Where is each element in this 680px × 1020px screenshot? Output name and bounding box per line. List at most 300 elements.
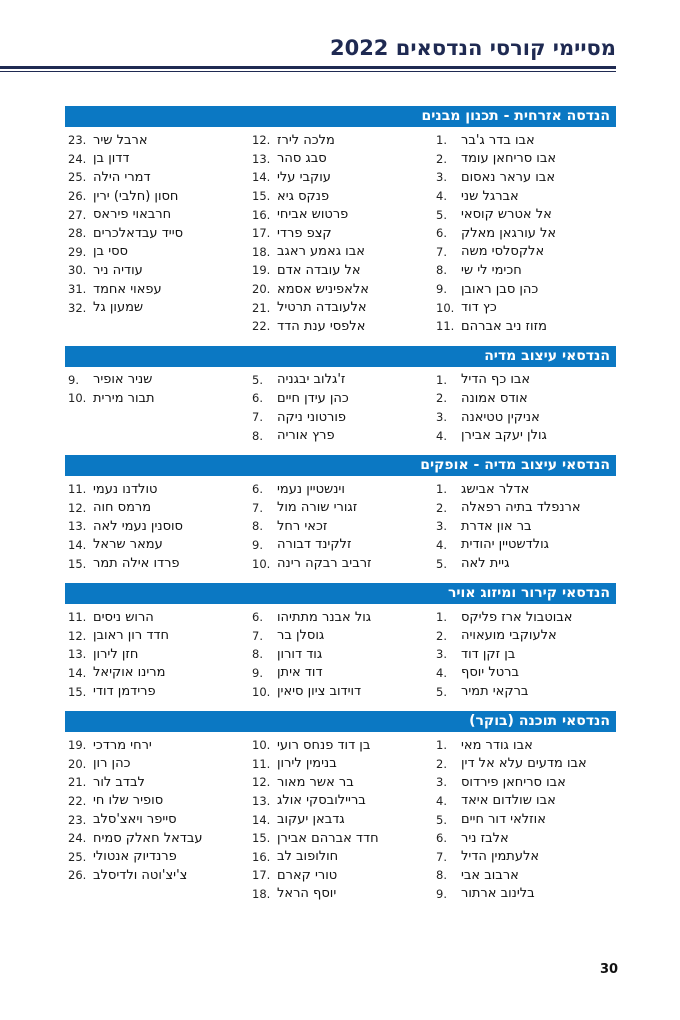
graduate-name: דוידוב ציון סיאין (277, 684, 362, 700)
list-item (68, 298, 248, 317)
item-number: 15. (252, 831, 271, 846)
name-column (436, 371, 616, 445)
list-item (252, 243, 432, 262)
graduate-name: זכאי רחל (277, 518, 328, 534)
list-item (252, 261, 432, 280)
item-number: 27. (68, 207, 87, 222)
graduate-name: שניר אופיר (93, 372, 153, 388)
item-number: 13. (68, 519, 87, 534)
list-item (252, 773, 432, 792)
graduate-name: טולדנו נעמי (93, 481, 158, 497)
graduate-name: אדלר אבישג (461, 481, 530, 497)
item-number: 26. (68, 868, 87, 883)
item-number: 13. (252, 151, 271, 166)
section-header: הנדסאי עיצוב מדיה (65, 346, 616, 367)
section (65, 583, 616, 701)
item-number: 11. (68, 482, 87, 497)
item-number: 22. (68, 793, 87, 808)
graduate-name: חסון (חלבי) ירין (93, 188, 179, 204)
graduate-name: פורטוני ניקה (277, 409, 347, 425)
list-item (68, 810, 248, 829)
item-number: 7. (252, 628, 263, 643)
graduate-name: פרנדיוק אנטולי (93, 849, 177, 865)
item-number: 10. (252, 684, 271, 699)
item-number: 20. (68, 756, 87, 771)
item-number: 5. (436, 812, 447, 827)
list-item (252, 608, 432, 627)
list-item (68, 792, 248, 811)
item-number: 25. (68, 170, 87, 185)
item-number: 18. (252, 244, 271, 259)
list-item (68, 205, 248, 224)
graduate-name: חזן לירון (93, 646, 139, 662)
graduate-name: מרינו אוקיאל (93, 665, 166, 681)
list-item (68, 150, 248, 169)
item-number: 4. (436, 189, 447, 204)
item-number: 11. (68, 610, 87, 625)
graduate-name: סייפר ויאצ'סלב (93, 812, 177, 828)
graduate-name: בן זקן דוד (461, 646, 516, 662)
title-rule (0, 66, 616, 69)
item-number: 3. (436, 170, 447, 185)
item-number: 10. (436, 300, 455, 315)
graduate-name: אברגל שני (461, 188, 519, 204)
list-item (436, 150, 616, 169)
item-number: 8. (436, 263, 447, 278)
item-number: 15. (68, 684, 87, 699)
item-number: 9. (68, 372, 79, 387)
list-item (68, 554, 248, 573)
list-item (68, 499, 248, 518)
list-item (436, 554, 616, 573)
item-number: 16. (252, 207, 271, 222)
list-item (252, 224, 432, 243)
item-number: 7. (252, 410, 263, 425)
list-item (252, 554, 432, 573)
item-number: 28. (68, 226, 87, 241)
graduate-name: סבג סהר (277, 151, 327, 167)
graduate-name: כהן רון (93, 756, 131, 772)
list-item (436, 736, 616, 755)
list-item (68, 480, 248, 499)
list-item (436, 280, 616, 299)
item-number: 4. (436, 537, 447, 552)
list-item (436, 317, 616, 336)
name-column (436, 608, 616, 701)
graduate-name: אבו גאמע ראגב (277, 244, 365, 260)
item-number: 2. (436, 151, 447, 166)
item-number: 9. (436, 282, 447, 297)
name-columns (65, 604, 616, 701)
list-item (252, 205, 432, 224)
item-number: 6. (436, 226, 447, 241)
graduate-name: טורי קארם (277, 867, 338, 883)
item-number: 8. (252, 647, 263, 662)
item-number: 7. (252, 500, 263, 515)
item-number: 12. (252, 133, 271, 148)
item-number: 5. (252, 372, 263, 387)
item-number: 14. (68, 665, 87, 680)
list-item (68, 371, 248, 390)
item-number: 10. (68, 391, 87, 406)
graduate-name: בר אשר מאור (277, 774, 354, 790)
item-number: 31. (68, 282, 87, 297)
graduate-name: עודיה ניר (93, 262, 143, 278)
title-rule-thin (0, 71, 616, 72)
graduate-name: בנימין לירון (277, 756, 337, 772)
item-number: 12. (68, 628, 87, 643)
graduate-name: אוזלאי דור חיים (461, 812, 546, 828)
graduate-name: פנקס גיא (277, 188, 330, 204)
list-item (436, 664, 616, 683)
graduate-name: הרוש ניסים (93, 609, 154, 625)
list-item (68, 866, 248, 885)
item-number: 5. (436, 684, 447, 699)
list-item (252, 829, 432, 848)
graduate-name: גוסלן בר (277, 628, 325, 644)
graduate-name: ברטל יוסף (461, 665, 520, 681)
list-item (252, 682, 432, 701)
list-item (252, 280, 432, 299)
graduate-name: גדבאן יעקוב (277, 812, 345, 828)
list-item (252, 754, 432, 773)
graduate-name: ססי בן (93, 244, 128, 260)
graduate-name: בר און אדרת (461, 518, 532, 534)
graduate-name: לבדב לור (93, 774, 145, 790)
list-item (436, 792, 616, 811)
list-item (436, 847, 616, 866)
graduate-name: אבו מדעים עלא אל דין (461, 756, 587, 772)
graduate-name: חדד רון ראובן (93, 628, 170, 644)
item-number: 8. (436, 868, 447, 883)
graduate-sections (65, 106, 616, 913)
item-number: 9. (252, 537, 263, 552)
list-item (68, 829, 248, 848)
list-item (252, 499, 432, 518)
graduate-name: סופיר שלו חי (93, 793, 164, 809)
list-item (68, 608, 248, 627)
name-column (68, 131, 248, 336)
item-number: 19. (68, 738, 87, 753)
name-columns (65, 732, 616, 903)
item-number: 6. (252, 391, 263, 406)
graduate-name: אלפסי ענת הדד (277, 318, 366, 334)
graduate-name: מרמס חוה (93, 500, 152, 516)
graduate-name: אלאפיניש אסמא (277, 281, 369, 297)
name-columns (65, 476, 616, 573)
list-item (436, 682, 616, 701)
item-number: 21. (68, 775, 87, 790)
list-item (68, 773, 248, 792)
graduate-name: קצפ פרדי (277, 225, 332, 241)
item-number: 22. (252, 319, 271, 334)
list-item (252, 317, 432, 336)
graduate-name: אל עובדה אדם (277, 262, 361, 278)
item-number: 14. (252, 170, 271, 185)
item-number: 8. (252, 428, 263, 443)
list-item (436, 131, 616, 150)
graduate-name: ארנפלד בתיה רפאלה (461, 500, 581, 516)
graduate-name: גיית לאה (461, 556, 510, 572)
item-number: 15. (252, 189, 271, 204)
list-item (68, 754, 248, 773)
graduate-name: אלעוקבי מועאויה (461, 628, 557, 644)
name-columns (65, 127, 616, 336)
item-number: 14. (252, 812, 271, 827)
graduate-name: כהן עידן חיים (277, 390, 349, 406)
item-number: 5. (436, 207, 447, 222)
item-number: 6. (436, 831, 447, 846)
list-item (436, 261, 616, 280)
graduate-name: גול אבנר מתתיהו (277, 609, 372, 625)
graduate-name: מלכה לירז (277, 132, 335, 148)
item-number: 1. (436, 482, 447, 497)
graduate-name: ירחי מרדכי (93, 737, 152, 753)
list-item (252, 664, 432, 683)
list-item (252, 736, 432, 755)
item-number: 24. (68, 831, 87, 846)
item-number: 9. (436, 886, 447, 901)
item-number: 1. (436, 133, 447, 148)
item-number: 12. (68, 500, 87, 515)
graduate-name: פרדו אילה תמר (93, 556, 180, 572)
graduate-name: אל אטרש קוסאי (461, 207, 552, 223)
list-item (252, 150, 432, 169)
page-title: מסיימי קורסי הנדסאים 2022 (329, 36, 616, 60)
list-item (68, 224, 248, 243)
item-number: 32. (68, 300, 87, 315)
list-item (252, 426, 432, 445)
item-number: 13. (252, 793, 271, 808)
graduate-name: חולופוב לב (277, 849, 339, 865)
list-item (68, 736, 248, 755)
graduate-name: אל עורגאן מאלק (461, 225, 557, 241)
name-columns (65, 367, 616, 445)
name-column (252, 608, 432, 701)
item-number: 2. (436, 500, 447, 515)
item-number: 14. (68, 537, 87, 552)
name-column (436, 736, 616, 903)
graduate-name: ארבל שיר (93, 132, 148, 148)
list-item (68, 626, 248, 645)
name-column (68, 371, 248, 445)
graduate-name: גוד דורון (277, 646, 323, 662)
graduate-name: אבו עראר נאסום (461, 169, 556, 185)
name-column (436, 131, 616, 336)
list-item (436, 205, 616, 224)
item-number: 11. (252, 756, 271, 771)
graduate-name: חכימי לי שי (461, 262, 522, 278)
item-number: 17. (252, 226, 271, 241)
list-item (252, 517, 432, 536)
list-item (436, 224, 616, 243)
list-item (252, 626, 432, 645)
list-item (68, 682, 248, 701)
item-number: 17. (252, 868, 271, 883)
graduate-name: אלעובדה תרטיל (277, 300, 367, 316)
page-number: 30 (600, 962, 619, 977)
graduate-name: וינשטיין נעמי (277, 481, 345, 497)
list-item (252, 480, 432, 499)
list-item (436, 885, 616, 904)
section-header: הנדסאי עיצוב מדיה - אופקים (65, 455, 616, 476)
item-number: 8. (252, 519, 263, 534)
item-number: 3. (436, 775, 447, 790)
graduate-name: גולדשטיין יהודית (461, 537, 550, 553)
list-item (252, 298, 432, 317)
list-item (252, 371, 432, 390)
name-column (436, 480, 616, 573)
list-item (68, 243, 248, 262)
graduate-name: ברקאי תמיר (461, 684, 529, 700)
item-number: 19. (252, 263, 271, 278)
section (65, 455, 616, 573)
list-item (436, 829, 616, 848)
section-header: הנדסאי תוכנה (בוקר) (65, 711, 616, 732)
list-item (436, 645, 616, 664)
item-number: 13. (68, 647, 87, 662)
graduate-name: אלעתמין הדיל (461, 849, 540, 865)
graduate-name: פרטוש אביחי (277, 207, 349, 223)
list-item (436, 810, 616, 829)
list-item (68, 536, 248, 555)
item-number: 2. (436, 756, 447, 771)
graduate-name: סוסנין נעמי לאה (93, 518, 183, 534)
graduate-name: בן דוד פנחס רועי (277, 737, 371, 753)
list-item (68, 261, 248, 280)
list-item (436, 773, 616, 792)
graduate-name: עוקבי עלי (277, 169, 331, 185)
graduate-name: אבו סריחאן פירדוס (461, 774, 566, 790)
list-item (252, 408, 432, 427)
graduate-name: אודס אמונה (461, 390, 528, 406)
list-item (68, 847, 248, 866)
item-number: 6. (252, 610, 263, 625)
graduate-name: יוסף הראל (277, 886, 337, 902)
section-header: הנדסה אזרחית - תכנון מבנים (65, 106, 616, 127)
list-item (436, 426, 616, 445)
list-item (252, 645, 432, 664)
graduate-name: סייד עבדאלכרים (93, 225, 184, 241)
item-number: 18. (252, 886, 271, 901)
name-column (68, 480, 248, 573)
item-number: 7. (436, 849, 447, 864)
item-number: 3. (436, 410, 447, 425)
list-item (436, 536, 616, 555)
list-item (252, 131, 432, 150)
item-number: 20. (252, 282, 271, 297)
graduate-name: פרידמן דודי (93, 684, 156, 700)
list-item (68, 131, 248, 150)
item-number: 29. (68, 244, 87, 259)
graduate-name: אניקין טטיאנה (461, 409, 540, 425)
item-number: 4. (436, 428, 447, 443)
graduate-name: דדון בן (93, 151, 130, 167)
item-number: 10. (252, 738, 271, 753)
list-item (252, 810, 432, 829)
graduate-name: עפאוי אחמד (93, 281, 162, 297)
graduate-name: כהן סבן ראובן (461, 281, 539, 297)
list-item (252, 187, 432, 206)
item-number: 1. (436, 738, 447, 753)
list-item (436, 389, 616, 408)
list-item (436, 168, 616, 187)
item-number: 11. (436, 319, 455, 334)
item-number: 5. (436, 556, 447, 571)
list-item (436, 499, 616, 518)
item-number: 6. (252, 482, 263, 497)
graduate-name: אבו כף הדיל (461, 372, 531, 388)
item-number: 1. (436, 372, 447, 387)
item-number: 26. (68, 189, 87, 204)
name-column (252, 131, 432, 336)
graduate-name: זלקינד דבורה (277, 537, 352, 553)
name-column (252, 371, 432, 445)
graduate-name: בריילובסקי אולג (277, 793, 366, 809)
graduate-name: פרץ אוריה (277, 428, 335, 444)
item-number: 25. (68, 849, 87, 864)
graduate-name: מזוז ניב אברהם (461, 318, 547, 334)
list-item (68, 664, 248, 683)
graduate-name: אבו סריחאן עומד (461, 151, 557, 167)
graduate-name: דמרי הילה (93, 169, 151, 185)
graduate-name: אבו גודר מאי (461, 737, 533, 753)
graduate-name: אבו שולדום איאד (461, 793, 556, 809)
graduate-name: אבוטבול ארז פליקס (461, 609, 573, 625)
list-item (68, 168, 248, 187)
graduate-name: אבו בדר ג'בר (461, 132, 535, 148)
list-item (436, 187, 616, 206)
graduate-name: עמאר שראל (93, 537, 163, 553)
list-item (68, 187, 248, 206)
list-item (252, 866, 432, 885)
item-number: 1. (436, 610, 447, 625)
name-column (68, 608, 248, 701)
item-number: 16. (252, 849, 271, 864)
graduate-name: שמעון גל (93, 300, 144, 316)
graduate-name: צ'יצ'וטה ולדיסלב (93, 867, 188, 883)
item-number: 4. (436, 665, 447, 680)
graduate-name: גולן יעקב אבירן (461, 428, 547, 444)
graduate-name: אלקסלסי משה (461, 244, 545, 260)
item-number: 15. (68, 556, 87, 571)
list-item (252, 168, 432, 187)
list-item (436, 371, 616, 390)
list-item (252, 389, 432, 408)
list-item (436, 480, 616, 499)
list-item (252, 536, 432, 555)
list-item (436, 517, 616, 536)
section (65, 711, 616, 903)
list-item (436, 754, 616, 773)
name-column (68, 736, 248, 903)
item-number: 24. (68, 151, 87, 166)
list-item (436, 298, 616, 317)
list-item (252, 792, 432, 811)
item-number: 4. (436, 793, 447, 808)
list-item (252, 885, 432, 904)
graduate-name: אלבז ניר (461, 830, 509, 846)
graduate-name: בלינוב ארתור (461, 886, 535, 902)
list-item (68, 280, 248, 299)
section (65, 346, 616, 445)
graduate-name: חרבאוי פיראס (93, 207, 172, 223)
graduate-name: כץ דוד (461, 300, 497, 316)
graduate-name: זרביב רבקה רינה (277, 556, 372, 572)
item-number: 9. (252, 665, 263, 680)
list-item (436, 626, 616, 645)
item-number: 3. (436, 647, 447, 662)
